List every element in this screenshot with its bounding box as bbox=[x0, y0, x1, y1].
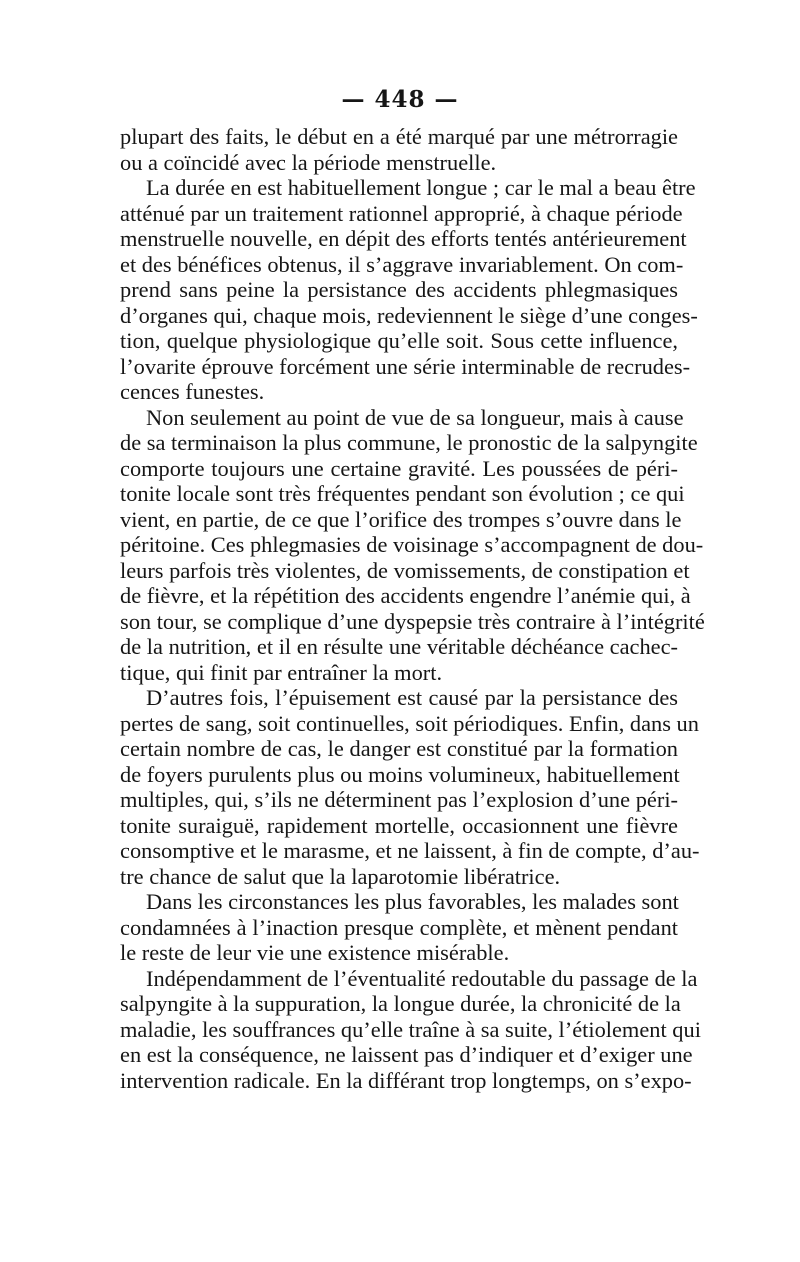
text-line: atténué par un traitement rationnel approprié, à chaque période bbox=[120, 200, 683, 226]
text-line: tion, quelque physiologique qu’elle soit. Sous cette influence, bbox=[120, 328, 678, 353]
text-line: leurs parfois très violentes, de vomissements, de constipation et bbox=[120, 557, 690, 583]
text-line: tique, qui finit par entraîner la mort. bbox=[120, 659, 443, 685]
body-text bbox=[120, 124, 705, 1093]
text-line: condamnées à l’inaction presque complète, et mènent pendant bbox=[120, 914, 678, 940]
text-line: intervention radicale. En la différant trop longtemps, on s’expo- bbox=[120, 1067, 692, 1093]
text-line: Indépendamment de l’éventualité redoutable du passage de la bbox=[146, 965, 698, 991]
text-line: de sa terminaison la plus commune, le pronostic de la salpyngite bbox=[120, 430, 698, 455]
text-line: d’organes qui, chaque mois, redeviennent le siège d’une conges- bbox=[120, 302, 698, 328]
text-line: pertes de sang, soit continuelles, soit périodiques. Enfin, dans un bbox=[120, 710, 699, 736]
text-line: péritoine. Ces phlegmasies de voisinage s’accompagnent de dou- bbox=[120, 532, 704, 557]
text-line: Dans les circonstances les plus favorables, les malades sont bbox=[146, 889, 679, 914]
text-line: maladie, les souffrances qu’elle traîne à sa suite, l’étiolement qui bbox=[120, 1016, 701, 1042]
page-number: — 448 — bbox=[341, 86, 459, 113]
text-line: tonite suraiguë, rapidement mortelle, occasionnent une fièvre bbox=[120, 812, 678, 838]
text-line: salpyngite à la suppuration, la longue durée, la chronicité de la bbox=[120, 991, 681, 1016]
text-line: en est la conséquence, ne laissent pas d’indiquer et d’exiger une bbox=[120, 1042, 693, 1067]
text-line: menstruelle nouvelle, en dépit des efforts tentés antérieurement bbox=[120, 226, 687, 251]
text-line: multiples, qui, s’ils ne déterminent pas l’explosion d’une péri- bbox=[120, 787, 678, 812]
text-line: prend sans peine la persistance des accidents phlegmasiques bbox=[120, 277, 678, 302]
text-line: de la nutrition, et il en résulte une véritable déchéance cachec- bbox=[120, 634, 678, 659]
text-line: le reste de leur vie une existence misérable. bbox=[120, 940, 510, 965]
text-line: plupart des faits, le début en a été marqué par une métrorragie bbox=[120, 124, 678, 149]
text-line: tre chance de salut que la laparotomie libératrice. bbox=[120, 863, 561, 889]
text-line: consomptive et le marasme, et ne laissent, à fin de compte, d’au- bbox=[120, 838, 700, 863]
text-line: La durée en est habituellement longue ; car le mal a beau être bbox=[146, 175, 696, 200]
text-line: de fièvre, et la répétition des accidents engendre l’anémie qui, à bbox=[120, 583, 691, 608]
text-line: son tour, se complique d’une dyspepsie très contraire à l’intégrité bbox=[120, 608, 705, 634]
text-line: et des bénéfices obtenus, il s’aggrave invariablement. On com- bbox=[120, 251, 684, 277]
text-line: l’ovarite éprouve forcément une série interminable de recrudes- bbox=[120, 353, 691, 379]
text-line: comporte toujours une certaine gravité. Les poussées de péri- bbox=[120, 455, 678, 481]
text-line: de foyers purulents plus ou moins volumineux, habituellement bbox=[120, 761, 680, 787]
text-line: vient, en partie, de ce que l’orifice des trompes s’ouvre dans le bbox=[120, 506, 682, 532]
text-line: cences funestes. bbox=[120, 379, 265, 404]
text-line: D’autres fois, l’épuisement est causé par la persistance des bbox=[146, 685, 678, 710]
text-line: ou a coïncidé avec la période menstruelle. bbox=[120, 149, 497, 175]
text-line: tonite locale sont très fréquentes pendant son évolution ; ce qui bbox=[120, 481, 685, 506]
text-line: certain nombre de cas, le danger est constitué par la formation bbox=[120, 736, 678, 761]
text-line: Non seulement au point de vue de sa longueur, mais à cause bbox=[146, 404, 684, 430]
